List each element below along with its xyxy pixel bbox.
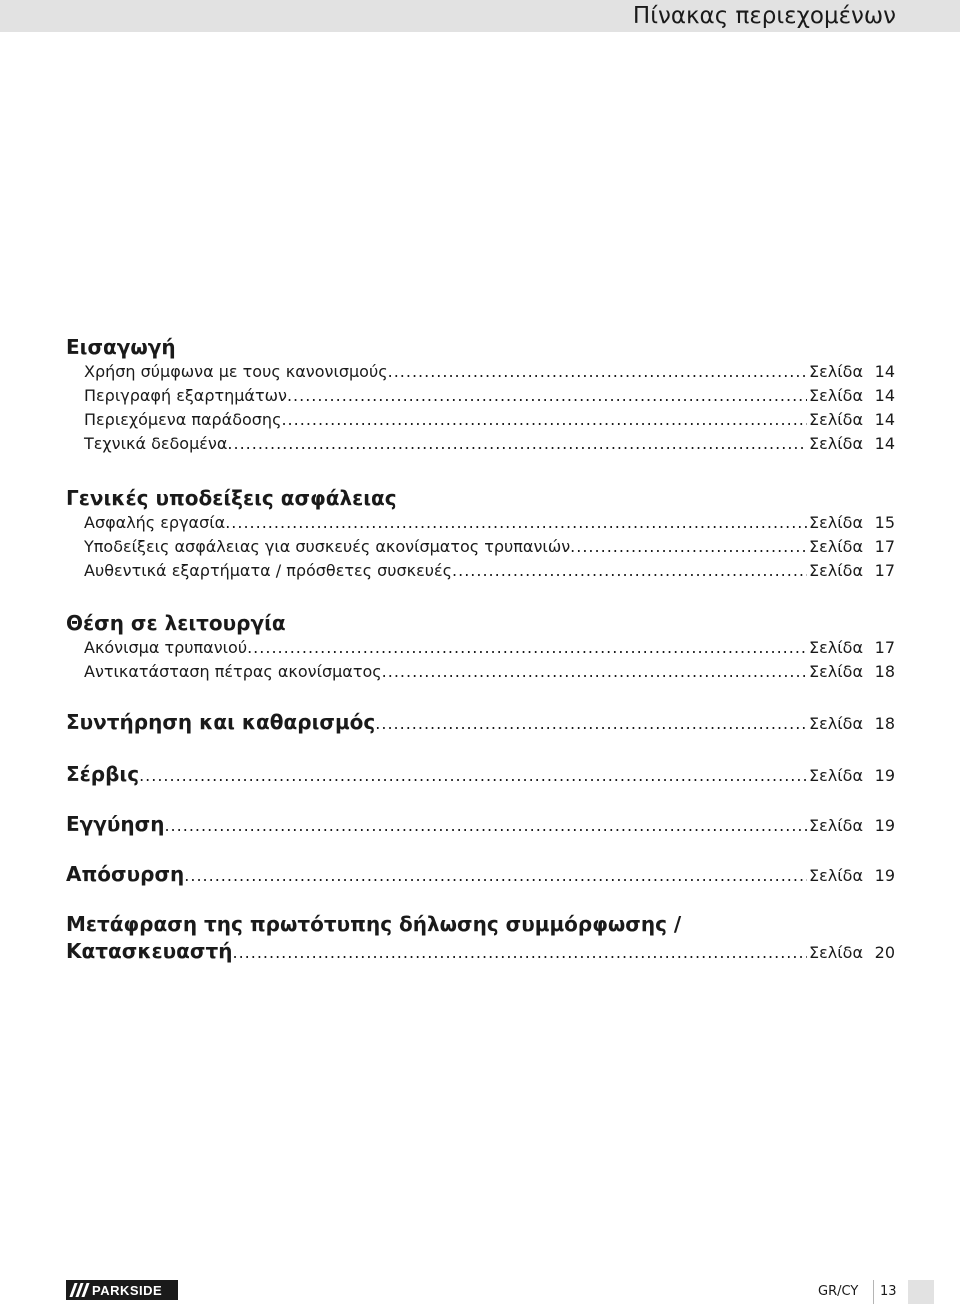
toc-entry[interactable] [84, 638, 895, 658]
brand-name: PARKSIDE [92, 1282, 163, 1298]
page-number: 17 [874, 537, 895, 556]
dot-leader [247, 638, 807, 658]
page-word: Σελίδα [809, 662, 863, 681]
page-word: Σελίδα [809, 766, 863, 785]
dot-leader [281, 410, 807, 430]
page-title: Πίνακας περιεχομένων [632, 3, 896, 29]
dot-leader [227, 434, 807, 454]
page-word: Σελίδα [809, 362, 863, 381]
toc-entry[interactable] [84, 410, 895, 430]
dot-leader [139, 764, 807, 788]
dot-leader [452, 561, 807, 581]
page-word: Σελίδα [809, 537, 863, 556]
dot-leader [375, 712, 807, 736]
section-heading-operation: Θέση σε λειτουργία [66, 611, 286, 635]
page-number: 17 [874, 638, 895, 657]
page-number: 19 [874, 816, 895, 835]
toc-entry-declaration-line1[interactable]: Μετάφραση της πρωτότυπης δήλωσης συμμόρφωσης / [66, 912, 682, 936]
toc-entry-label: Σέρβις [66, 762, 140, 786]
dot-leader [382, 662, 807, 682]
page-number-footer: 13 [880, 1284, 897, 1299]
parkside-logo [66, 1280, 178, 1300]
page-word: Σελίδα [809, 638, 863, 657]
dot-leader [164, 814, 807, 838]
toc-entry[interactable] [84, 561, 895, 581]
toc-entry[interactable] [84, 386, 895, 406]
page-word: Σελίδα [809, 513, 863, 532]
page-number: 18 [874, 714, 895, 733]
toc-entry-label: Αυθεντικά εξαρτήματα / πρόσθετες συσκευές [84, 561, 453, 580]
toc-entry-label: Χρήση σύμφωνα με τους κανονισμούς [84, 362, 388, 381]
toc-entry-service[interactable] [66, 762, 895, 788]
page-number: 18 [874, 662, 895, 681]
dot-leader [225, 513, 807, 533]
toc-entry-label: Ασφαλής εργασία [84, 513, 226, 532]
footer-divider [873, 1280, 874, 1304]
page-word: Σελίδα [809, 410, 863, 429]
toc-entry[interactable] [84, 434, 895, 454]
toc-entry-label: Κατασκευαστή [66, 939, 233, 963]
page-number: 14 [874, 362, 895, 381]
page-number: 20 [874, 943, 895, 962]
toc-entry-label: Περιγραφή εξαρτημάτων [84, 386, 287, 405]
page-word: Σελίδα [809, 714, 863, 733]
toc-entry[interactable] [84, 362, 895, 382]
toc-entry-label: Περιεχόμενα παράδοσης [84, 410, 282, 429]
page-word: Σελίδα [809, 943, 863, 962]
toc-entry-label: Υποδείξεις ασφάλειας για συσκευές ακονίσματος τρυπανιών [84, 537, 571, 556]
page-number: 17 [874, 561, 895, 580]
dot-leader [287, 386, 807, 406]
dot-leader [388, 362, 807, 382]
toc-entry[interactable] [84, 513, 895, 533]
toc-entry[interactable] [84, 662, 895, 682]
toc-entry-label: Εγγύηση [66, 812, 165, 836]
page-word: Σελίδα [809, 816, 863, 835]
toc-entry[interactable] [84, 537, 895, 557]
toc-entry-declaration[interactable] [66, 939, 895, 965]
page-word: Σελίδα [809, 561, 863, 580]
section-heading-intro: Εισαγωγή [66, 335, 176, 359]
toc-entry-label: Ακόνισμα τρυπανιού [84, 638, 248, 657]
page-number: 14 [874, 410, 895, 429]
footer-tab-box [908, 1280, 934, 1304]
toc-entry-label: Τεχνικά δεδομένα [84, 434, 228, 453]
language-code: GR/CY [818, 1284, 859, 1299]
toc-entry-warranty[interactable] [66, 812, 895, 838]
section-heading-safety: Γενικές υποδείξεις ασφάλειας [66, 486, 397, 510]
logo-stripes-icon [66, 1283, 92, 1297]
page-number: 19 [874, 766, 895, 785]
toc-entry-disposal[interactable] [66, 862, 895, 888]
page-number: 14 [874, 434, 895, 453]
dot-leader [232, 941, 807, 965]
page-word: Σελίδα [809, 434, 863, 453]
toc-entry-label: Συντήρηση και καθαρισμός [66, 710, 376, 734]
page-number: 14 [874, 386, 895, 405]
page-number: 15 [874, 513, 895, 532]
page-number: 19 [874, 866, 895, 885]
page-word: Σελίδα [809, 386, 863, 405]
dot-leader [570, 537, 807, 557]
toc-entry-maintenance[interactable] [66, 710, 895, 736]
toc-entry-label: Αντικατάσταση πέτρας ακονίσματος [84, 662, 382, 681]
page-word: Σελίδα [809, 866, 863, 885]
toc-entry-label: Απόσυρση [66, 862, 185, 886]
dot-leader [184, 864, 807, 888]
